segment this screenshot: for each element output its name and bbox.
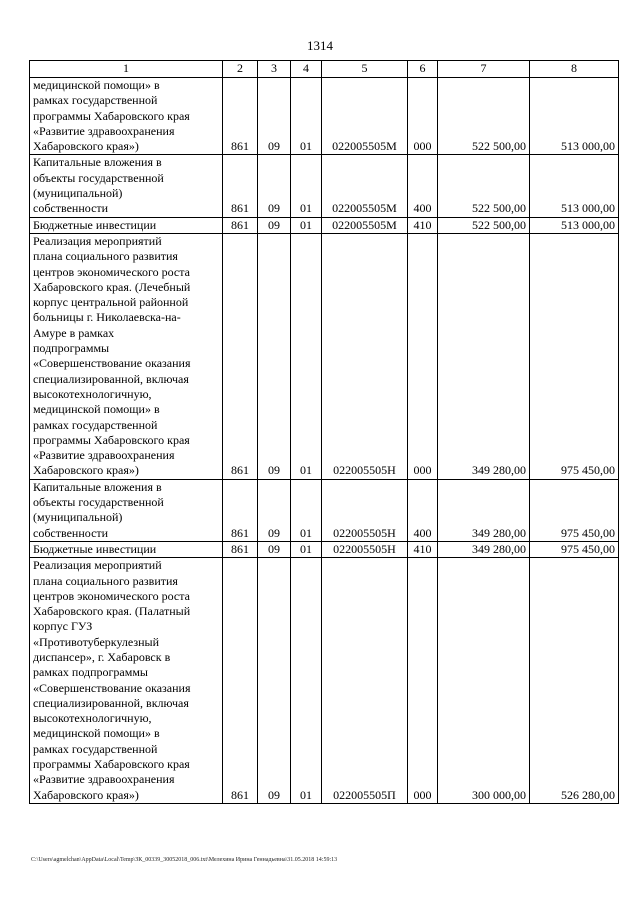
description-line: рамках подпрограммы	[33, 665, 148, 680]
cell-col-4: 01	[291, 78, 322, 155]
table-row	[30, 558, 619, 804]
description-line: корпус центральной районной	[33, 295, 189, 310]
description-line: (муниципальной)	[33, 186, 123, 201]
cell-col-5: 022005505Н	[322, 233, 408, 479]
cell-col-5: 022005505Н	[322, 541, 408, 557]
cell-col-7: 522 500,00	[438, 155, 530, 217]
table-row	[30, 78, 619, 155]
description-line: программы Хабаровского края	[33, 757, 190, 772]
description-line: Капитальные вложения в	[33, 155, 162, 170]
description-line: «Развитие здравоохранения	[33, 772, 175, 787]
description-line: «Противотуберкулезный	[33, 634, 160, 649]
cell-col-5: 022005505М	[322, 78, 408, 155]
cell-col-6: 410	[408, 217, 438, 233]
cell-col-8: 975 450,00	[530, 233, 619, 479]
cell-col-6: 000	[408, 233, 438, 479]
description-line: медицинской помощи» в	[33, 78, 160, 92]
description-line: высокотехнологичную,	[33, 711, 152, 726]
description-line: Реализация мероприятий	[33, 558, 162, 573]
description-line: специализированной, включая	[33, 371, 189, 386]
budget-table	[29, 60, 619, 804]
description-line: специализированной, включая	[33, 695, 189, 710]
cell-col-3: 09	[258, 217, 291, 233]
table-row	[30, 479, 619, 541]
page-number: 1314	[307, 38, 333, 53]
description-line: (муниципальной)	[33, 510, 123, 525]
description-line: Хабаровского края»)	[33, 787, 139, 802]
row-description	[30, 217, 223, 233]
description-line: медицинской помощи» в	[33, 402, 160, 417]
cell-col-5: 022005505Н	[322, 479, 408, 541]
description-line: программы Хабаровского края	[33, 108, 190, 123]
cell-col-6: 000	[408, 78, 438, 155]
cell-col-6: 410	[408, 541, 438, 557]
cell-col-3: 09	[258, 541, 291, 557]
cell-col-2: 861	[223, 217, 258, 233]
description-line: «Развитие здравоохранения	[33, 123, 175, 138]
description-line: программы Хабаровского края	[33, 432, 190, 447]
cell-col-2: 861	[223, 541, 258, 557]
description-line: Реализация мероприятий	[33, 233, 162, 248]
description-line: «Совершенствование оказания	[33, 356, 191, 371]
cell-col-2: 861	[223, 479, 258, 541]
description-line: Хабаровского края. (Палатный	[33, 604, 191, 619]
cell-col-8: 975 450,00	[530, 541, 619, 557]
description-line: Хабаровского края»)	[33, 139, 139, 154]
cell-col-8: 513 000,00	[530, 217, 619, 233]
column-header: 4	[291, 61, 322, 78]
description-line: высокотехнологичную,	[33, 386, 152, 401]
cell-col-5: 022005505М	[322, 155, 408, 217]
cell-col-7: 522 500,00	[438, 78, 530, 155]
row-description	[30, 233, 223, 479]
description-line: Бюджетные инвестиции	[33, 217, 157, 232]
column-header: 8	[530, 61, 619, 78]
table-row	[30, 155, 619, 217]
row-description	[30, 541, 223, 557]
cell-col-2: 861	[223, 78, 258, 155]
row-description	[30, 155, 223, 217]
description-line: центров экономического роста	[33, 588, 190, 603]
cell-col-5: 022005505М	[322, 217, 408, 233]
column-header: 6	[408, 61, 438, 78]
description-line: Капитальные вложения в	[33, 479, 162, 494]
table-header-row	[30, 61, 619, 78]
description-line: центров экономического роста	[33, 264, 190, 279]
description-line: медицинской помощи» в	[33, 726, 160, 741]
cell-col-2: 861	[223, 558, 258, 804]
description-line: подпрограммы	[33, 341, 110, 356]
cell-col-3: 09	[258, 78, 291, 155]
description-line: плана социального развития	[33, 249, 178, 264]
description-line: рамках государственной	[33, 417, 158, 432]
cell-col-3: 09	[258, 479, 291, 541]
row-description	[30, 78, 223, 155]
cell-col-4: 01	[291, 558, 322, 804]
description-line: диспансер», г. Хабаровск в	[33, 649, 171, 664]
cell-col-6: 400	[408, 479, 438, 541]
description-line: «Развитие здравоохранения	[33, 448, 175, 463]
cell-col-4: 01	[291, 217, 322, 233]
row-description	[30, 558, 223, 804]
description-line: Амуре в рамках	[33, 325, 115, 340]
cell-col-4: 01	[291, 155, 322, 217]
cell-col-2: 861	[223, 233, 258, 479]
cell-col-7: 349 280,00	[438, 479, 530, 541]
cell-col-2: 861	[223, 155, 258, 217]
file-path-footer: C:\Users\agmelchan\AppData\Local\Temp\ЗК_00339_30052018_006.txt\Мелехина Ирина Геннадьевна\31.05.2018 14:59:13	[31, 857, 338, 863]
cell-col-4: 01	[291, 233, 322, 479]
description-line: рамках государственной	[33, 93, 158, 108]
description-line: Хабаровского края»)	[33, 463, 139, 478]
table-row	[30, 217, 619, 233]
cell-col-3: 09	[258, 155, 291, 217]
row-description	[30, 479, 223, 541]
description-line: объекты государственной	[33, 170, 164, 185]
cell-col-8: 513 000,00	[530, 155, 619, 217]
cell-col-7: 300 000,00	[438, 558, 530, 804]
cell-col-7: 522 500,00	[438, 217, 530, 233]
column-header: 1	[30, 61, 223, 78]
cell-col-3: 09	[258, 558, 291, 804]
cell-col-5: 022005505П	[322, 558, 408, 804]
cell-col-8: 513 000,00	[530, 78, 619, 155]
description-line: объекты государственной	[33, 495, 164, 510]
cell-col-7: 349 280,00	[438, 541, 530, 557]
cell-col-7: 349 280,00	[438, 233, 530, 479]
column-header: 2	[223, 61, 258, 78]
description-line: «Совершенствование оказания	[33, 680, 191, 695]
description-line: Бюджетные инвестиции	[33, 541, 157, 556]
description-line: корпус ГУЗ	[33, 619, 93, 634]
cell-col-4: 01	[291, 479, 322, 541]
column-header: 3	[258, 61, 291, 78]
description-line: больницы г. Николаевска-на-	[33, 310, 181, 325]
column-header: 5	[322, 61, 408, 78]
cell-col-4: 01	[291, 541, 322, 557]
cell-col-3: 09	[258, 233, 291, 479]
table-row	[30, 541, 619, 557]
description-line: рамках государственной	[33, 741, 158, 756]
cell-col-6: 000	[408, 558, 438, 804]
description-line: плана социального развития	[33, 573, 178, 588]
description-line: Хабаровского края. (Лечебный	[33, 279, 191, 294]
description-line: собственности	[33, 525, 109, 540]
column-header: 7	[438, 61, 530, 78]
description-line: собственности	[33, 201, 109, 216]
cell-col-6: 400	[408, 155, 438, 217]
table-row	[30, 233, 619, 479]
cell-col-8: 975 450,00	[530, 479, 619, 541]
cell-col-8: 526 280,00	[530, 558, 619, 804]
